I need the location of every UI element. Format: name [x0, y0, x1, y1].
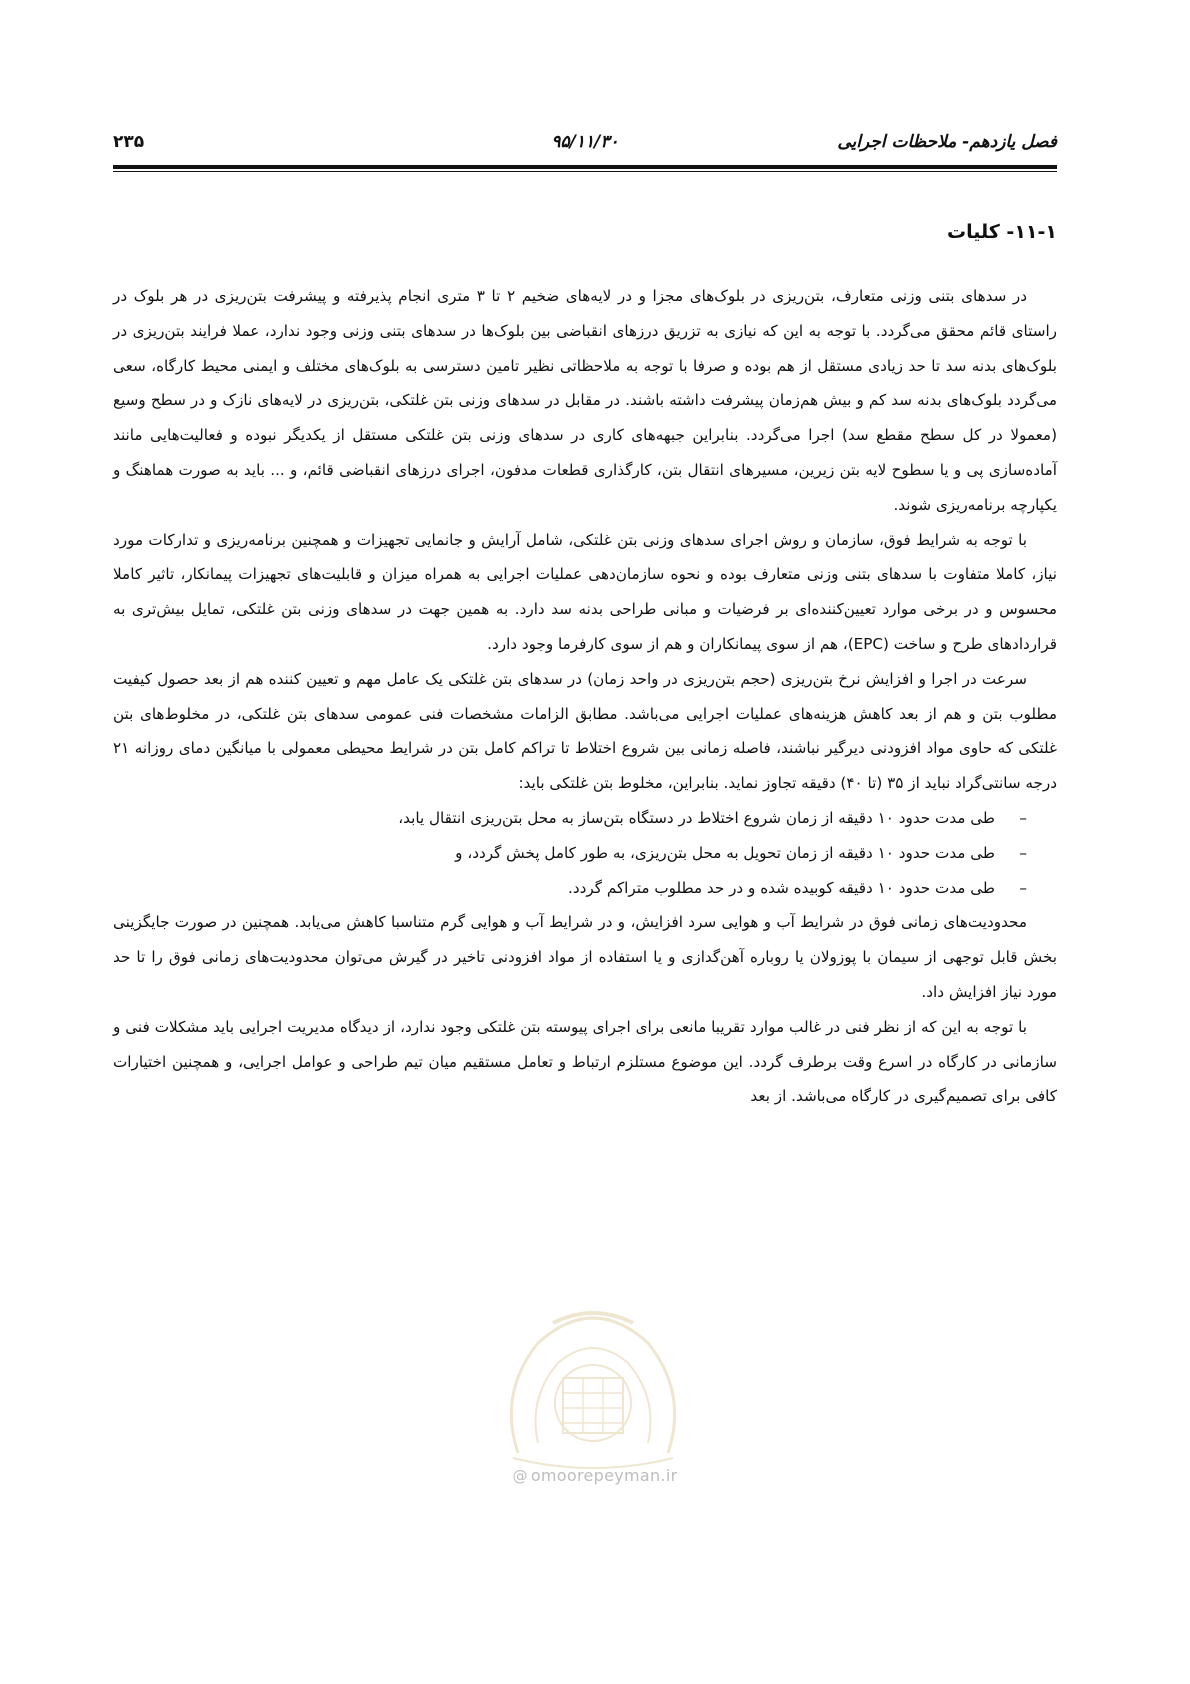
body-text [113, 279, 1057, 1114]
header-date: ۹۵/۱۱/۳۰ [551, 132, 619, 152]
paragraph: در سدهای بتنی وزنی متعارف، بتن‌ریزی در بلوک‌های مجزا و در لایه‌های ضخیم ۲ تا ۳ متری انجام پذیرفته و پیشرفت بتن‌ریزی در هر بلوک در راستای قائم محقق می‌گردد. با توجه به این که نیازی به تزریق درزهای انقباضی بین بلوک‌ها در سدهای بتنی وزنی وجود ندارد، عملا فرایند بتن‌ریزی در بلوک‌های بدنه سد تا حد زیادی مستقل از هم بوده و صرفا با توجه به ملاحظاتی نظیر تامین دسترسی به بلوک‌های مختلف و ایمنی محیط کارگاه، سعی می‌گردد بلوک‌های بدنه سد کم و بیش هم‌زمان پیشرفت داشته باشند. در مقابل در سدهای وزنی بتن غلتکی، بتن‌ریزی در لایه‌های نازک و در سطح وسیع (معمولا در کل سطح مقطع سد) اجرا می‌گردد. بنابراین جبهه‌های کاری در سدهای وزنی بتن غلتکی مستقل از یکدیگر نبوده و فعالیت‌هایی مانند آماده‌سازی پی و یا سطوح لایه بتن زیرین، مسیرهای انتقال بتن، کارگذاری قطعات مدفون، اجرای درزهای انقباضی قائم، و ... باید به صورت هماهنگ و یکپارچه برنامه‌ریزی شوند. [113, 287, 1057, 514]
list-item-text: طی مدت حدود ۱۰ دقیقه از زمان شروع اختلاط در دستگاه بتن‌ساز به محل بتن‌ریزی انتقال یابد، [398, 808, 995, 827]
list-dash: – [1019, 878, 1027, 897]
paragraph: با توجه به این که از نظر فنی در غالب موارد تقریبا مانعی برای اجرای پیوسته بتن غلتکی وجود ندارد، از دیدگاه مدیریت اجرایی باید مشکلات فنی و سازمانی در کارگاه در اسرع وقت برطرف گردد. این موضوع مستلزم ارتباط و تعامل مستقیم میان تیم طراحی و عوامل اجرایی، و همچنین اختیارات کافی برای تصمیم‌گیری در کارگاه می‌باشد. از بعد [113, 1017, 1057, 1106]
paragraph: سرعت در اجرا و افزایش نرخ بتن‌ریزی (حجم بتن‌ریزی در واحد زمان) در سدهای بتن غلتکی یک عامل مهم و تعیین کننده هم از بعد حصول کیفیت مطلوب بتن و هم از بعد کاهش هزینه‌های عملیات اجرایی می‌باشد. مطابق الزامات مشخصات فنی عمومی سدهای بتن غلتکی، در مخلوط‌های بتن غلتکی که حاوی مواد افزودنی دیرگیر نباشند، فاصله زمانی بین شروع اختلاط تا تراکم کامل بتن در شرایط محیطی معمولی با میانگین دمای روزانه ۲۱ درجه سانتی‌گراد نباید از ۳۵ (تا ۴۰) دقیقه تجاوز نماید. بنابراین، مخلوط بتن غلتکی باید: [113, 669, 1057, 793]
list-item-text: طی مدت حدود ۱۰ دقیقه از زمان تحویل به محل بتن‌ریزی، به طور کامل پخش گردد، و [455, 843, 995, 862]
list-item [113, 801, 1027, 836]
watermark-url-text: omoorepeyman.ir [530, 1466, 678, 1485]
header-rule-thin [113, 171, 1057, 172]
section-heading: ۱۱-۱- کلیات [947, 221, 1057, 243]
list-item [113, 836, 1027, 871]
paragraph: با توجه به شرایط فوق، سازمان و روش اجرای سدهای وزنی بتن غلتکی، شامل آرایش و جانمایی تجهیزات و همچنین برنامه‌ریزی و تدارکات مورد نیاز، کاملا متفاوت با سدهای بتنی وزنی متعارف بوده و نحوه سازمان‌دهی عملیات اجرایی به همراه میزان و قابلیت‌های تجهیزات پیمانکار، تاثیر کاملا محسوس و در برخی موارد تعیین‌کننده‌ای بر فرضیات و مبانی طراحی بدنه سد دارد. به همین جهت در سدهای وزنی بتن غلتکی، تمایل بیش‌تری به قراردادهای طرح و ساخت (EPC)، هم از سوی پیمانکاران و هم از سوی کارفرما وجود دارد. [113, 530, 1057, 653]
list-dash: – [1019, 843, 1027, 862]
at-icon: @ [512, 1467, 528, 1485]
list-item-text: طی مدت حدود ۱۰ دقیقه کوبیده شده و در حد مطلوب متراکم گردد. [568, 878, 995, 897]
header-rule-thick [113, 165, 1057, 169]
paragraph: محدودیت‌های زمانی فوق در شرایط آب و هوایی سرد افزایش، و در شرایط آب و هوایی گرم متناسبا کاهش می‌یابد. همچنین در صورت جایگزینی بخش قابل توجهی از سیمان با پوزولان یا روباره آهن‌گدازی و یا استفاده از مواد افزودنی تاخیر در گیرش می‌توان محدودیت‌های زمانی فوق را تا حد مورد نیاز افزایش داد. [113, 913, 1057, 1001]
watermark-url [0, 1466, 1190, 1485]
page-number: ۲۳۵ [113, 132, 145, 152]
chapter-title: فصل یازدهم- ملاحظات اجرایی [837, 132, 1057, 152]
list-dash: – [1019, 808, 1027, 827]
page-header [113, 128, 1057, 158]
watermark-seal-icon [458, 1283, 728, 1473]
list-item [113, 871, 1027, 906]
requirements-list [113, 801, 1057, 905]
